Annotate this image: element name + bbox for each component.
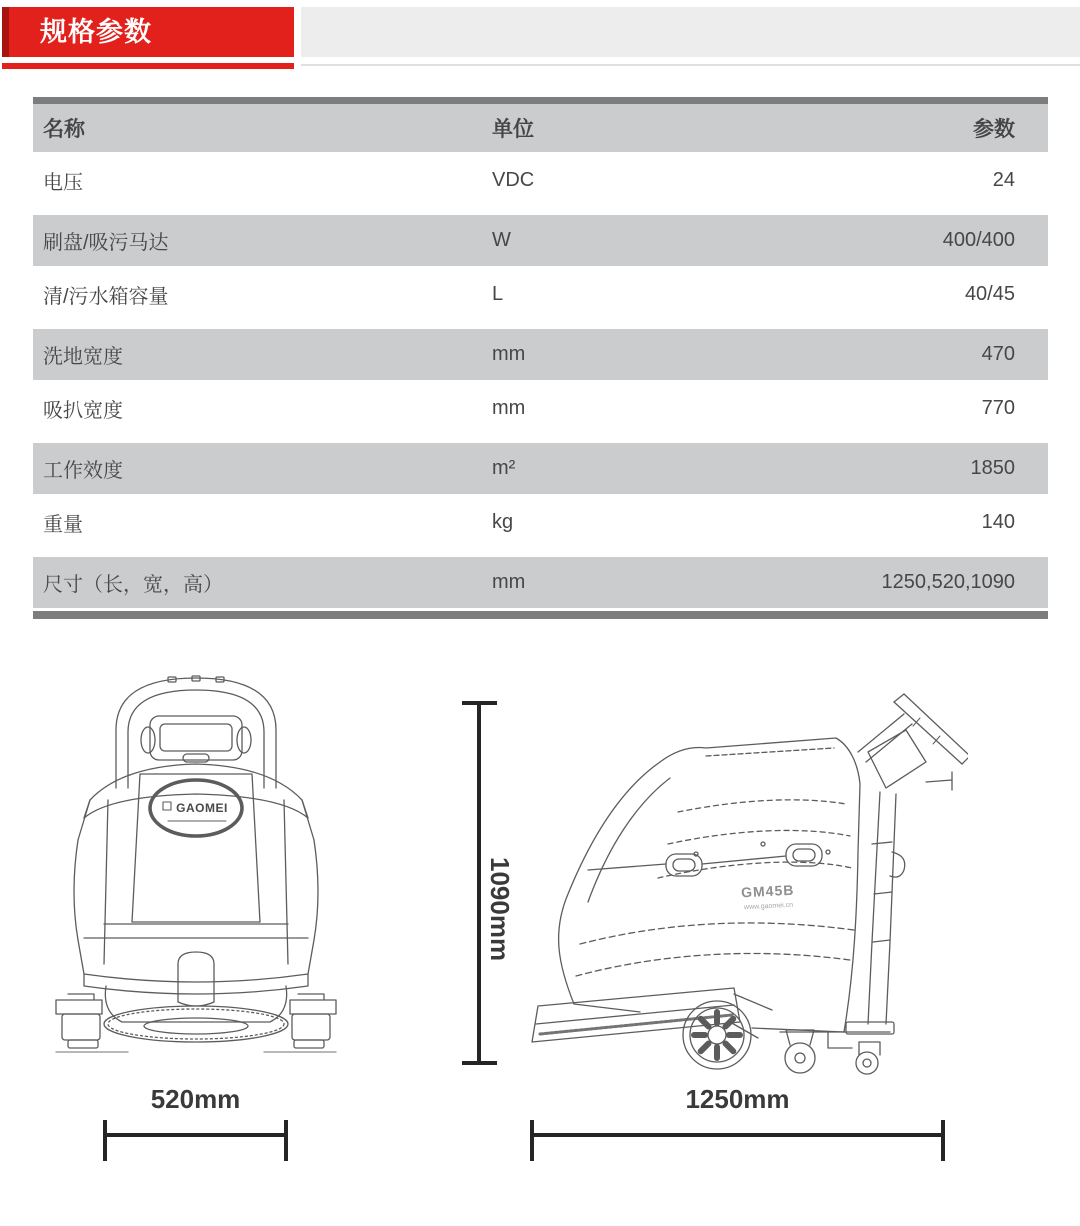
- table-row: [33, 209, 1048, 266]
- row-unit: mm: [492, 397, 526, 419]
- dimension-height-label: 1090mm: [485, 857, 515, 962]
- table-header-row: [33, 104, 1048, 152]
- header-gray-underline: [301, 64, 1080, 66]
- tank-latches: [588, 844, 822, 876]
- header-left-accent: [2, 7, 9, 57]
- row-unit: VDC: [492, 169, 535, 191]
- section-title: 规格参数: [9, 7, 294, 57]
- row-unit: W: [492, 229, 511, 251]
- row-name: 洗地宽度: [43, 346, 123, 368]
- row-unit: mm: [492, 571, 526, 593]
- row-value: 400/400: [942, 229, 1015, 251]
- gaomei-logo-text: GAOMEI: [176, 801, 228, 815]
- header-gray-panel: [301, 7, 1080, 57]
- control-console: [150, 716, 242, 762]
- dimension-cap: [941, 1120, 945, 1161]
- table-top-bar: [33, 97, 1048, 104]
- table-row: [33, 152, 1048, 209]
- row-unit: m²: [492, 457, 516, 479]
- column-header-unit: 单位: [492, 118, 534, 141]
- row-unit: L: [492, 283, 504, 305]
- column-header-value: 参数: [973, 118, 1015, 141]
- dimension-height: [462, 701, 515, 1065]
- header-red-underline: [2, 63, 294, 69]
- row-value: 770: [981, 397, 1015, 419]
- dimension-length: [530, 1084, 945, 1161]
- table-row: [33, 437, 1048, 494]
- drive-wheel: [683, 1001, 751, 1069]
- row-name: 尺寸（长，宽，高）: [43, 574, 223, 596]
- dimension-line: [530, 1133, 945, 1137]
- dimension-line: [477, 701, 481, 1065]
- body-shell: [559, 738, 860, 1032]
- table-row: [33, 266, 1048, 323]
- row-name: 电压: [43, 172, 83, 194]
- row-value: 470: [981, 343, 1015, 365]
- row-value: 1850: [970, 457, 1015, 479]
- spec-table: [33, 97, 1048, 619]
- table-row: [33, 323, 1048, 380]
- lower-body: [84, 952, 308, 1006]
- table-row: [33, 494, 1048, 551]
- row-value: 40/45: [964, 283, 1015, 305]
- dimension-cap: [103, 1120, 107, 1161]
- front-view-svg: [50, 668, 342, 1070]
- row-name: 重量: [43, 514, 83, 536]
- steering-column: [868, 772, 952, 1024]
- dimension-width-label: 520mm: [150, 1084, 241, 1114]
- row-unit: mm: [492, 343, 526, 365]
- row-value: 24: [992, 169, 1015, 191]
- dimension-width: [103, 1084, 288, 1161]
- side-view-drawing: [528, 692, 968, 1077]
- side-view-svg: [528, 692, 968, 1077]
- dimension-cap: [530, 1120, 534, 1161]
- dimension-cap: [462, 701, 497, 705]
- table-row: [33, 551, 1048, 608]
- table-bottom-bar: [33, 611, 1048, 619]
- dimension-line: [103, 1133, 288, 1137]
- caster-wheels: [780, 1022, 894, 1074]
- row-name: 吸扒宽度: [43, 400, 123, 422]
- website-text: www.gaomei.cn: [743, 901, 794, 912]
- table-row: [33, 380, 1048, 437]
- row-value: 140: [981, 511, 1015, 533]
- row-unit: kg: [492, 511, 514, 533]
- row-name: 清/污水箱容量: [43, 286, 169, 308]
- row-value: 1250,520,1090: [881, 571, 1015, 593]
- dimension-length-label: 1250mm: [685, 1084, 790, 1114]
- model-label: [741, 882, 796, 912]
- model-text: GM45B: [740, 881, 795, 901]
- dimension-cap: [284, 1120, 288, 1161]
- front-view-drawing: [50, 668, 342, 1070]
- column-header-name: 名称: [43, 118, 85, 141]
- row-name: 刷盘/吸污马达: [43, 232, 169, 254]
- side-squeegee-mounts: [56, 994, 336, 1048]
- row-name: 工作效度: [43, 460, 123, 482]
- dimension-cap: [462, 1061, 497, 1065]
